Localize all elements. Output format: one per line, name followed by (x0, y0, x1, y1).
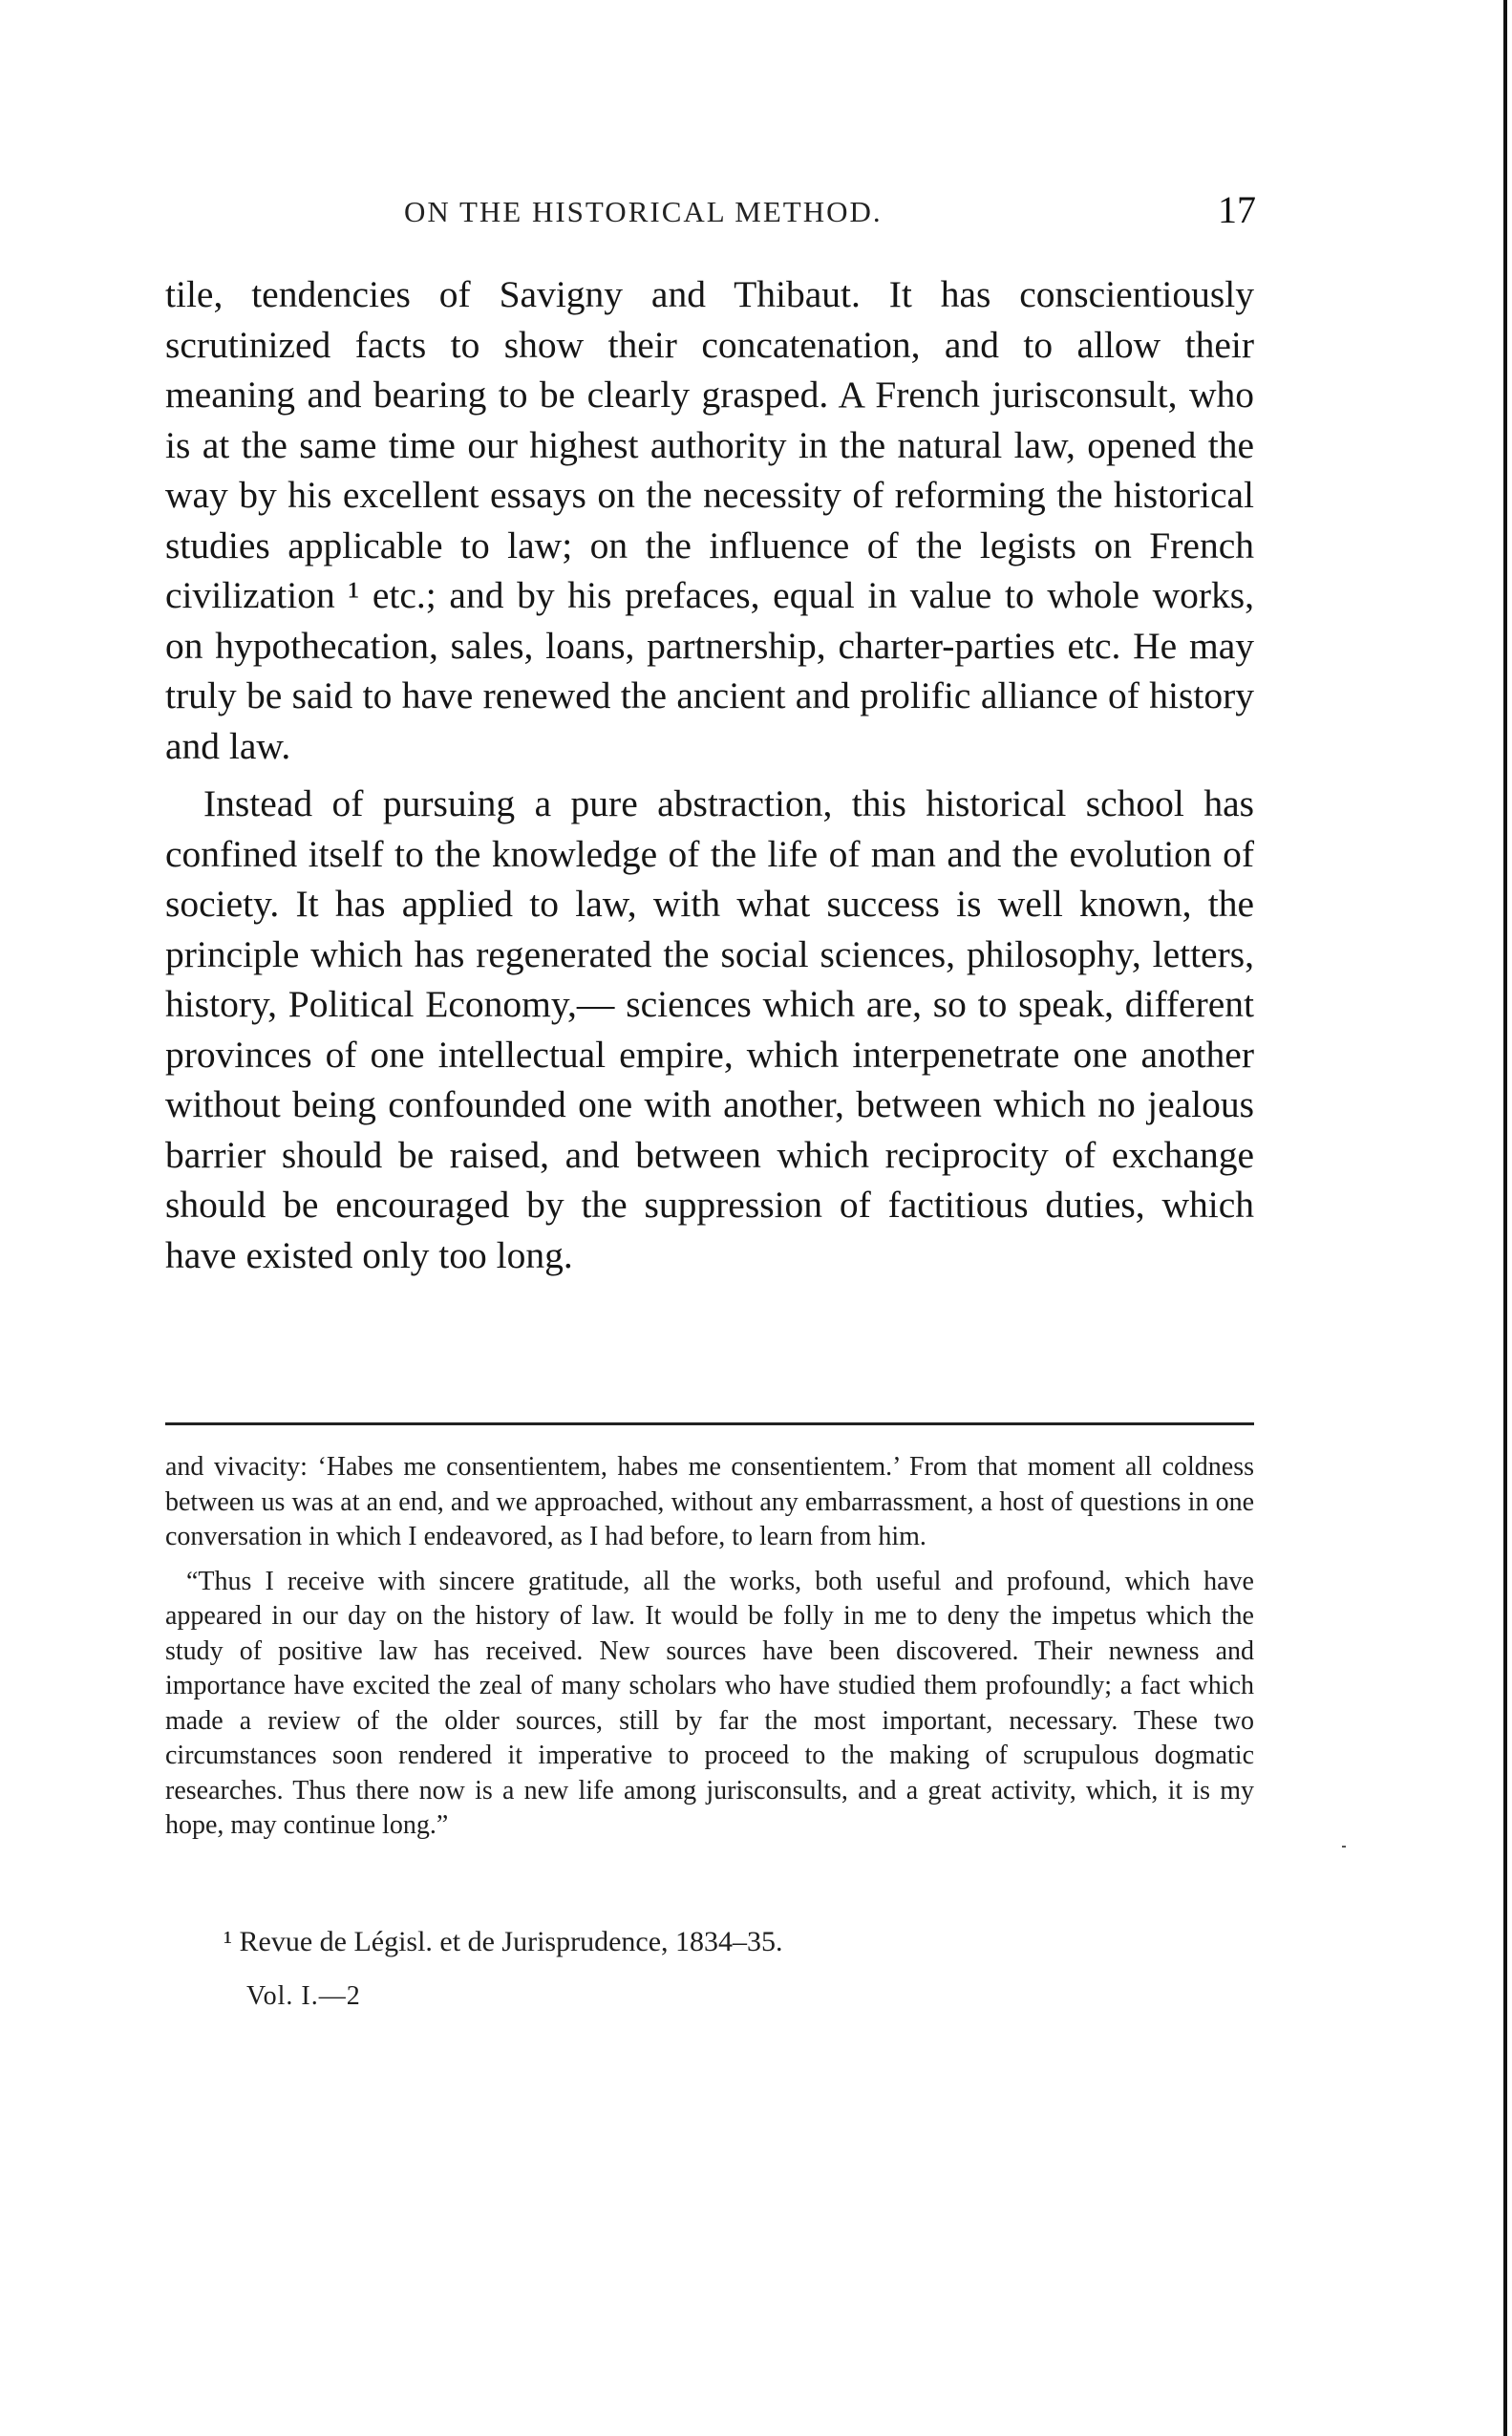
body-paragraph-2: Instead of pursuing a pure abstraction, this historical school has confined itself to the knowledge of the life of man and the evolution of society. It has applied to law, with what success is well known, the principle which has regenerated the social sciences, philosophy, letters, history, Political Economy,— sciences which are, so to speak, different provinces of one intellectual empire, which interpenetrate one another without being confounded one with another, between which no jealous barrier should be raised, and between which reciprocity of exchange should be encouraged by the suppression of factitious duties, which have existed only too long. (165, 782, 1254, 1276)
body-paragraph-1: tile, tendencies of Savigny and Thibaut. It has conscientiously scrutinized facts to show their concatenation, and to allow their meaning and bearing to be clearly grasped. A French jurisconsult, who is at the same time our highest authority in the natural law, opened the way by his excellent essays on the necessity of reforming the historical studies applicable to law; on the influence of the legists on French civilization ¹ etc.; and by his prefaces, equal in value to whole works, on hypothecation, sales, loans, partnership, charter-parties etc. He may truly be said to have renewed the ancient and prolific alliance of history and law. (165, 273, 1254, 767)
main-text (165, 269, 1254, 1280)
note-paragraph-2: “Thus I receive with sincere gratitude, all the works, both useful and profound, which have appeared in our day on the history of law. It would be folly in me to deny the impetus which the study of positive law has received. New sources have been discovered. Their newness and importance have excited the zeal of many scholars who have studied them profoundly; a fact which made a review of the older sources, still by far the most important, necessary. These two circumstances soon rendered it imperative to proceed to the making of scrupulous dogmatic researches. Thus there now is a new life among jurisconsults, and a great activity, which, it is my hope, may continue long.” (165, 1566, 1254, 1840)
page-edge-line (1503, 0, 1507, 2436)
page-number: 17 (1218, 188, 1256, 231)
notes-section (165, 1450, 1254, 1844)
page-header (165, 187, 1264, 245)
footnote-1: ¹ Revue de Législ. et de Jurisprudence, 1834–35. (224, 1926, 783, 1957)
margin-mark (1342, 1846, 1346, 1848)
running-head: ON THE HISTORICAL METHOD. (404, 195, 883, 228)
signature-mark: Vol. I.—2 (246, 1981, 361, 2011)
note-paragraph-1: and vivacity: ‘Habes me consentientem, habes me consentientem.’ From that moment all coldness between us was at an end, and we approached, without any embarrassment, a host of questions in one conversation in which I endeavored, as I had before, to learn from him. (165, 1452, 1254, 1551)
footnote-divider (165, 1422, 1254, 1425)
